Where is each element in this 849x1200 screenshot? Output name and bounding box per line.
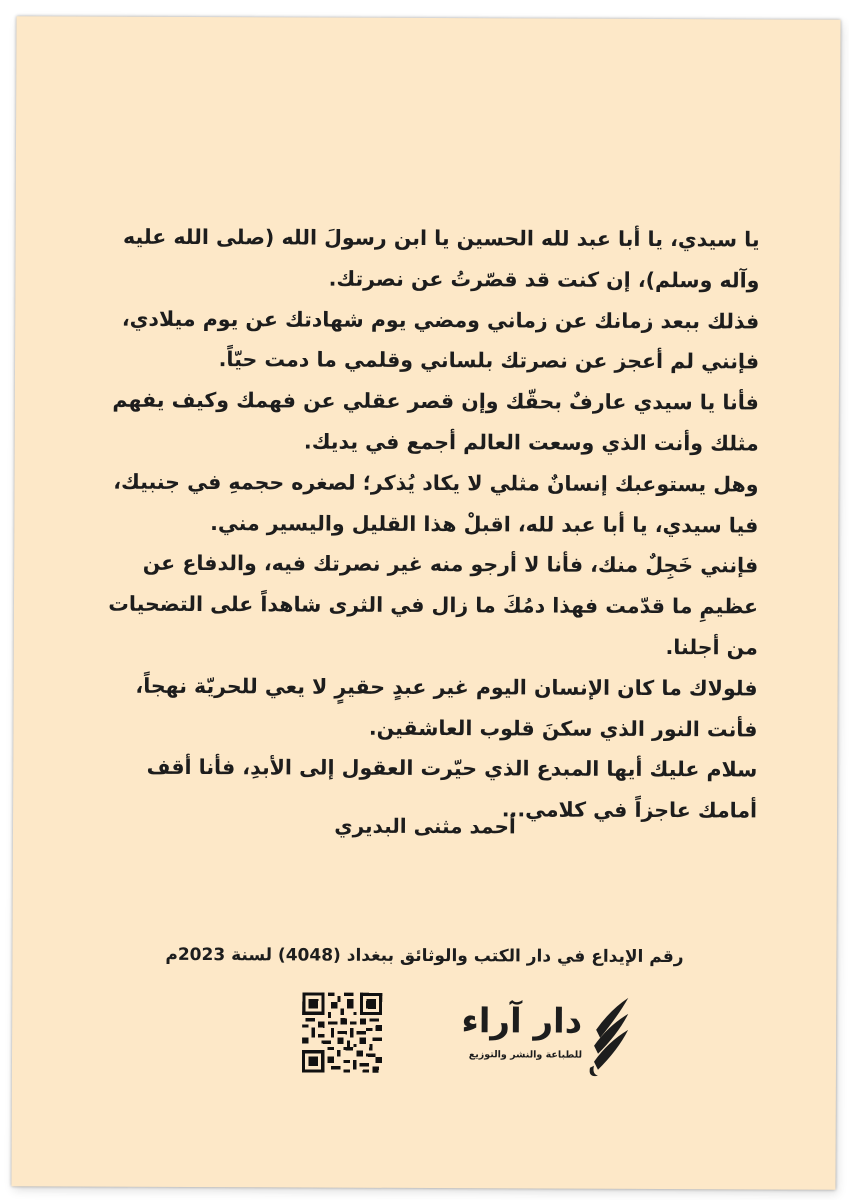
author-name: أحمد مثنى البديري xyxy=(334,813,516,839)
publisher-logo-icon xyxy=(586,994,632,1078)
dedication-text xyxy=(93,217,760,832)
publisher-tagline: للطباعة والنشر والتوزيع xyxy=(468,1049,583,1061)
publisher-block xyxy=(452,993,632,1084)
dedication-paragraph-7: سلام عليك أيها المبدع الذي حيّرت العقول إلى الأبدِ، فأنا أقف أمامك عاجزاً في كلامي... xyxy=(146,755,758,823)
dedication-paragraph-3: فأنا يا سيدي عارفٌ بحقّك وإن قصر عقلي عن فهمك وكيف يفهم مثلك وأنت الذي وسعت العالم أجمع في يديك. xyxy=(112,387,759,456)
publisher-name: دار آراء xyxy=(461,1001,583,1042)
dedication-paragraph-5: فإنني خَجِلٌ منك، فأنا لا أرجو منه غير نصرتك فيه، والدفاع عن عظيمِ ما قدّمت فهذا دمُكَ ما زال في الثرى شاهداً على التضحيات من أجلنا. xyxy=(108,551,759,660)
printed-page xyxy=(11,16,840,1190)
dedication-paragraph-6: فلولاك ما كان الإنسان اليوم غير عبدٍ حقيرٍ لا يعي للحريّة نهجاً، فأنت النور الذي سكنَ قلوب العاشقين. xyxy=(135,673,758,742)
legal-deposit-number: رقم الإيداع في دار الكتب والوثائق ببغداد (4048) لسنة 2023م xyxy=(165,944,684,968)
dedication-paragraph-1: يا سيدي، يا أبا عبد لله الحسين يا ابن رسولَ الله (صلى الله عليه وآله وسلم)، إن كنت قد قصّرتُ عن نصرتك. xyxy=(123,224,760,293)
dedication-paragraph-2: فذلك ببعد زمانك عن زماني ومضي يوم شهادتك عن يوم ميلادي، فإنني لم أعجز عن نصرتك بلساني وقلمي ما دمت حيّاً. xyxy=(121,306,760,374)
qr-code-icon xyxy=(302,992,382,1072)
dedication-paragraph-4: وهل يستوعبك إنسانٌ مثلي لا يكاد يُذكر؛ لصغره حجمهِ في جنبيك، فيا سيدي، يا أبا عبد لله، اقبلْ هذا القليل واليسير مني. xyxy=(113,469,759,538)
